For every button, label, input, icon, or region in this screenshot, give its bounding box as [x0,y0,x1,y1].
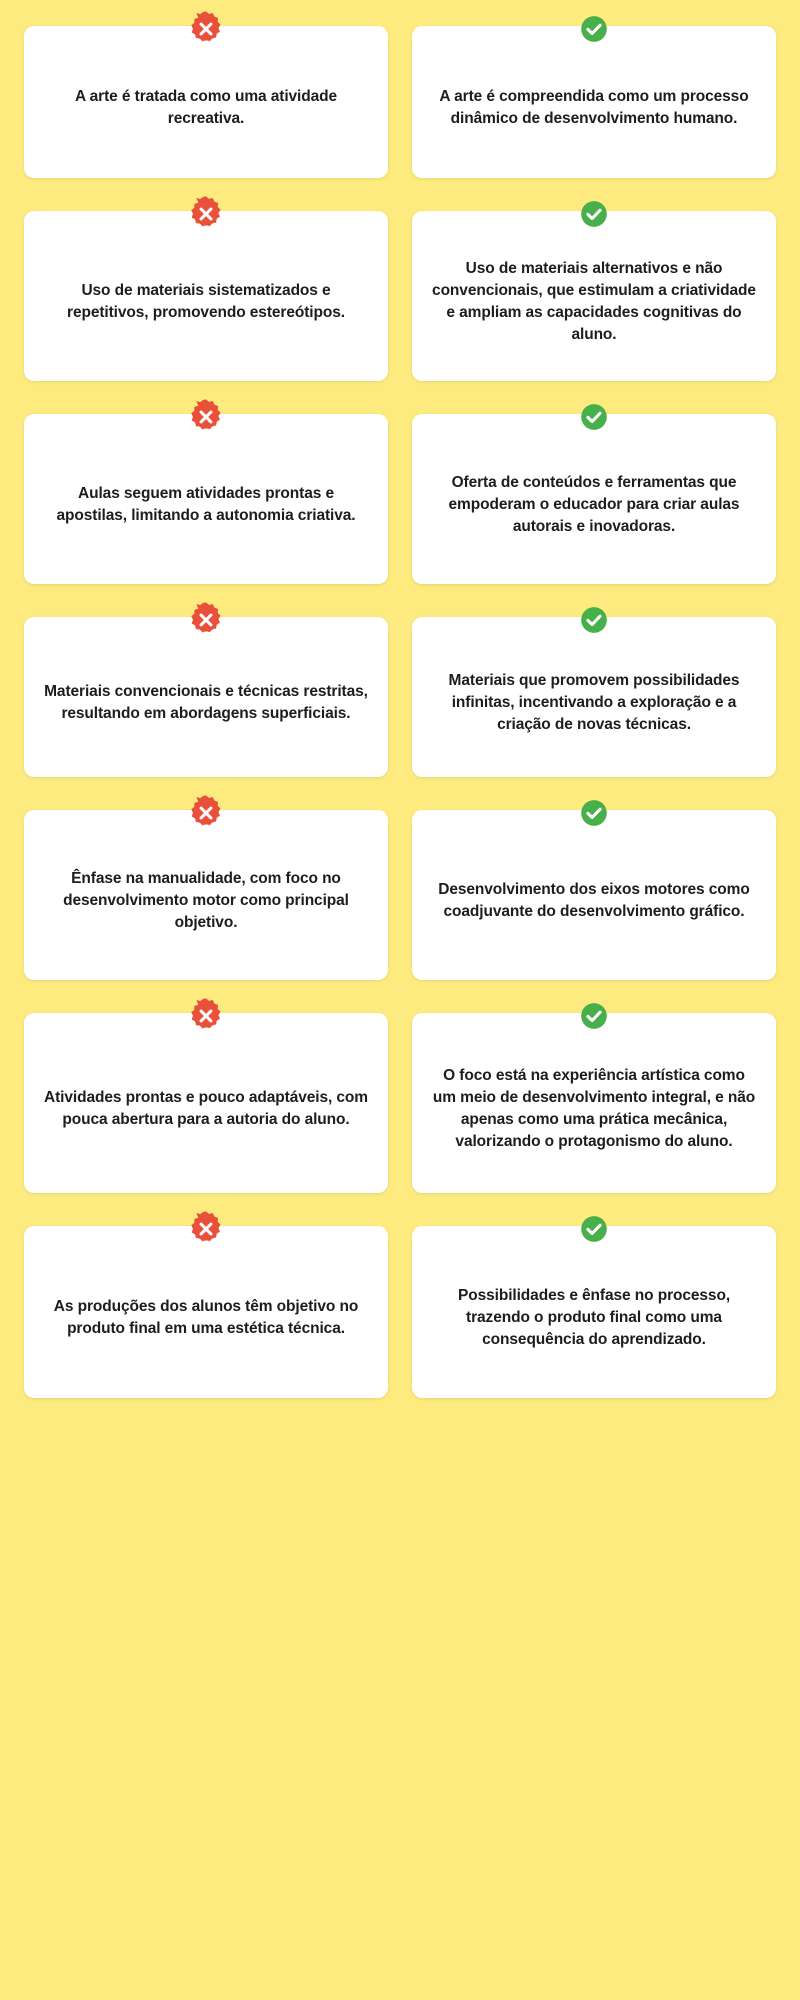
negative-column [24,810,388,980]
positive-card[interactable] [412,617,776,777]
comparison-rows [24,26,776,1398]
positive-card-text: Desenvolvimento dos eixos motores como coadjuvante do desenvolvimento gráfico. [438,881,750,920]
comparison-row [24,1013,776,1193]
comparison-row [24,414,776,584]
comparison-row [24,1226,776,1398]
negative-column [24,617,388,777]
negative-card[interactable] [24,1013,388,1193]
positive-card-text: Materiais que promovem possibilidades infinitas, incentivando a exploração e a criação de novas técnicas. [448,672,740,733]
positive-card[interactable] [412,810,776,980]
check-circle-icon [575,794,613,832]
check-circle-icon [575,398,613,436]
positive-column [412,617,776,777]
positive-card-text: O foco está na experiência artística como um meio de desenvolvimento integral, e não apenas como uma prática mecânica, valorizando o protagonismo do aluno. [432,1067,756,1150]
positive-card[interactable] [412,26,776,178]
negative-card-text: Atividades prontas e pouco adaptáveis, com pouca abertura para a autoria do aluno. [44,1089,368,1128]
x-circle-burst-icon [187,794,225,832]
x-circle-burst-icon [187,195,225,233]
negative-card-text: Materiais convencionais e técnicas restritas, resultando em abordagens superficiais. [44,683,368,722]
check-circle-icon [575,601,613,639]
negative-card[interactable] [24,1226,388,1398]
x-circle-burst-icon [187,398,225,436]
positive-column [412,1013,776,1193]
negative-card[interactable] [24,26,388,178]
positive-card[interactable] [412,1013,776,1193]
positive-column [412,211,776,381]
positive-card-text: Uso de materiais alternativos e não convencionais, que estimulam a criatividade e ampliam as capacidades cognitivas do aluno. [432,260,756,343]
negative-card[interactable] [24,211,388,381]
x-circle-burst-icon [187,1210,225,1248]
negative-card-text: Aulas seguem atividades prontas e apostilas, limitando a autonomia criativa. [56,485,356,524]
negative-card[interactable] [24,414,388,584]
comparison-row [24,810,776,980]
positive-column [412,26,776,178]
negative-card-text: A arte é tratada como uma atividade recreativa. [74,88,338,127]
positive-card-text: Possibilidades e ênfase no processo, trazendo o produto final como uma consequência do aprendizado. [457,1287,731,1348]
check-circle-icon [575,195,613,233]
positive-column [412,1226,776,1398]
negative-column [24,211,388,381]
comparison-row [24,26,776,178]
check-circle-icon [575,997,613,1035]
negative-card-text: As produções dos alunos têm objetivo no produto final em uma estética técnica. [53,1298,359,1337]
negative-column [24,1013,388,1193]
positive-card[interactable] [412,211,776,381]
positive-card-text: A arte é compreendida como um processo dinâmico de desenvolvimento humano. [439,88,749,127]
positive-column [412,414,776,584]
negative-column [24,1226,388,1398]
check-circle-icon [575,1210,613,1248]
x-circle-burst-icon [187,601,225,639]
x-circle-burst-icon [187,997,225,1035]
negative-column [24,414,388,584]
comparison-row [24,211,776,381]
comparison-row [24,617,776,777]
negative-card-text: Uso de materiais sistematizados e repetitivos, promovendo estereótipos. [67,282,345,321]
negative-card[interactable] [24,810,388,980]
positive-card[interactable] [412,1226,776,1398]
negative-card-text: Ênfase na manualidade, com foco no desenvolvimento motor como principal objetivo. [63,870,349,931]
positive-column [412,810,776,980]
check-circle-icon [575,10,613,48]
x-circle-burst-icon [187,10,225,48]
positive-card[interactable] [412,414,776,584]
positive-card-text: Oferta de conteúdos e ferramentas que empoderam o educador para criar aulas autorais e inovadoras. [448,474,740,535]
negative-column [24,26,388,178]
negative-card[interactable] [24,617,388,777]
